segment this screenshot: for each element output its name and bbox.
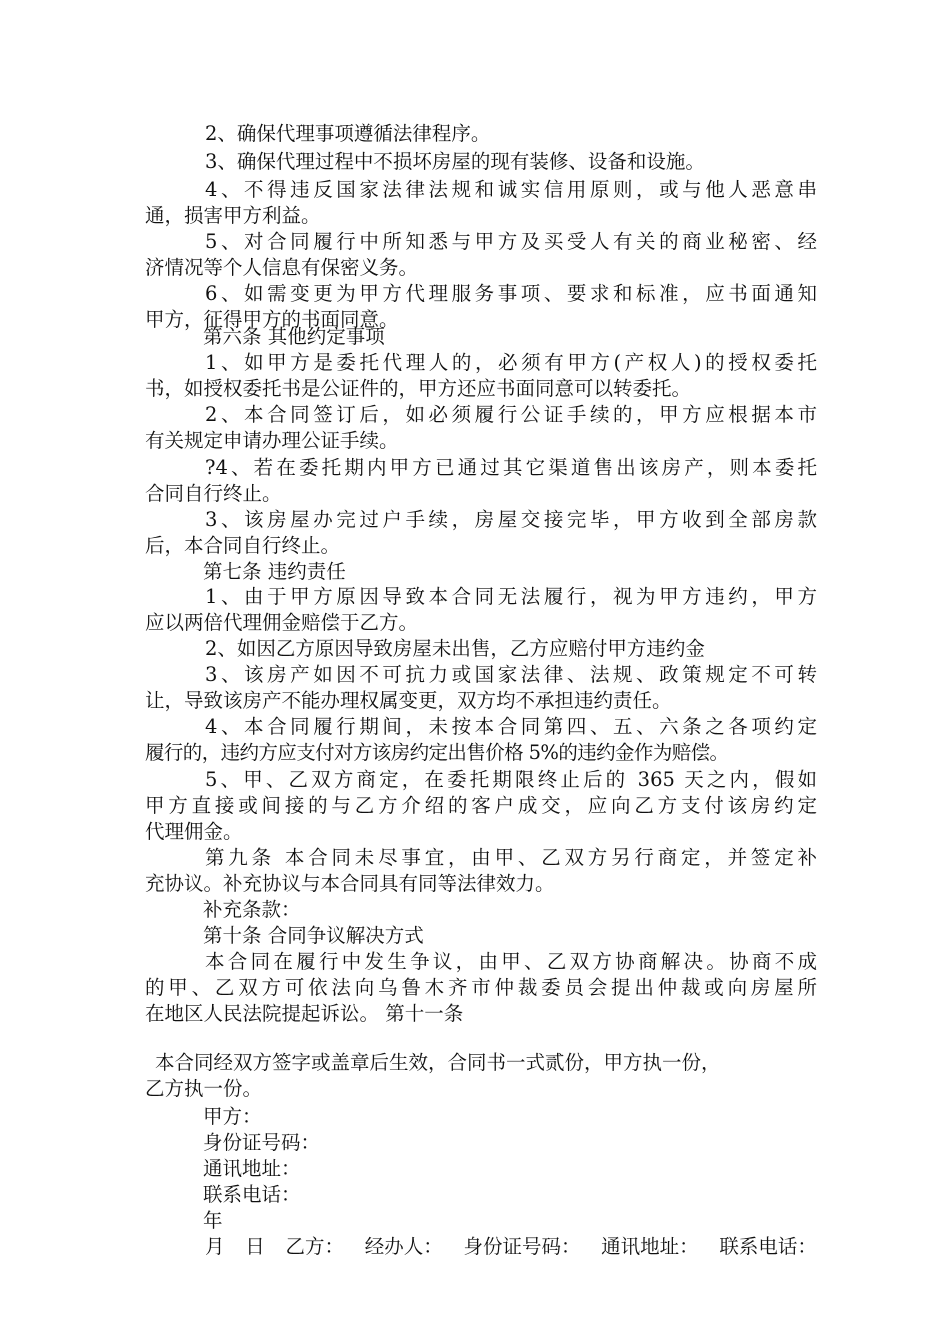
- clause-continuation: 通，损害甲方利益。: [145, 204, 321, 227]
- phone-label: 联系电话：: [203, 1183, 301, 1206]
- clause-item: 4、本合同履行期间，未按本合同第四、五、六条之各项约定: [205, 715, 817, 738]
- clause-item: 2、确保代理事项遵循法律程序。: [205, 122, 491, 145]
- signature-row: [205, 1234, 817, 1260]
- section-heading: 第六条 其他约定事项: [203, 325, 385, 348]
- clause-continuation: 充协议。补充协议与本合同具有同等法律效力。: [145, 872, 555, 895]
- clause-item: 2、如因乙方原因导致房屋未出售，乙方应赔付甲方违约金: [205, 637, 705, 660]
- clause-continuation: 甲方，征得甲方的书面同意。: [145, 308, 399, 331]
- clause-item: 3、确保代理过程中不损坏房屋的现有装修、设备和设施。: [205, 150, 705, 173]
- clause-continuation: 有关规定申请办理公证手续。: [145, 429, 399, 452]
- clause-continuation: 履行的，违约方应支付对方该房约定出售价格 5%的违约金作为赔偿。: [145, 741, 729, 764]
- clause-item: 6、如需变更为甲方代理服务事项、要求和标准，应书面通知: [205, 282, 817, 305]
- clause-item: 5、甲、乙双方商定，在委托期限终止后的 365 天之内，假如: [205, 768, 817, 791]
- clause-item: 5、对合同履行中所知悉与甲方及买受人有关的商业秘密、经: [205, 230, 817, 253]
- phone-label: 联系电话：: [719, 1235, 817, 1258]
- section-heading: 第七条 违约责任: [203, 560, 346, 583]
- month-label: 月: [205, 1235, 225, 1258]
- party-a-label: 甲方：: [203, 1105, 262, 1128]
- clause-item: 4、不得违反国家法律法规和诚实信用原则，或与他人恶意串: [205, 178, 817, 201]
- address-label: 通讯地址：: [601, 1235, 699, 1258]
- clause-continuation: 书，如授权委托书是公证件的，甲方还应书面同意可以转委托。: [145, 377, 692, 400]
- clause-continuation: 合同自行终止。: [145, 482, 282, 505]
- party-b-label: 乙方：: [285, 1235, 344, 1258]
- clause-item: 3、该房屋办完过户手续，房屋交接完毕，甲方收到全部房款: [205, 508, 817, 531]
- clause-continuation: 后，本合同自行终止。: [145, 534, 341, 557]
- supplementary-heading: 补充条款：: [203, 898, 301, 921]
- clause-continuation: 甲方直接或间接的与乙方介绍的客户成交，应向乙方支付该房约定: [145, 794, 817, 817]
- clause-item: 3、该房产如因不可抗力或国家法律、法规、政策规定不可转: [205, 663, 817, 686]
- article-nine: 第九条 本合同未尽事宜，由甲、乙双方另行商定，并签定补: [205, 846, 817, 869]
- id-number-label: 身份证号码：: [203, 1131, 321, 1154]
- clause-continuation: 应以两倍代理佣金赔偿于乙方。: [145, 611, 419, 634]
- year-label: 年: [203, 1209, 223, 1232]
- dispute-clause: 本合同在履行中发生争议，由甲、乙双方协商解决。协商不成: [205, 950, 817, 973]
- clause-continuation: 的甲、乙双方可依法向乌鲁木齐市仲裁委员会提出仲裁或向房屋所: [145, 976, 817, 999]
- clause-continuation: 济情况等个人信息有保密义务。: [145, 256, 419, 279]
- day-label: 日: [245, 1235, 265, 1258]
- section-heading: 第十条 合同争议解决方式: [203, 924, 424, 947]
- address-label: 通讯地址：: [203, 1157, 301, 1180]
- clause-item: ?4、若在委托期内甲方已通过其它渠道售出该房产，则本委托: [205, 456, 817, 479]
- clause-item: 2、本合同签订后，如必须履行公证手续的，甲方应根据本市: [205, 403, 817, 426]
- clause-item: 1、如甲方是委托代理人的，必须有甲方(产权人)的授权委托: [205, 351, 817, 374]
- clause-continuation: 乙方执一份。: [145, 1077, 263, 1100]
- id-number-label: 身份证号码：: [463, 1235, 581, 1258]
- effectivity-clause: 本合同经双方签字或盖章后生效，合同书一式贰份，甲方执一份，: [155, 1051, 721, 1074]
- clause-continuation: 让，导致该房产不能办理权属变更，双方均不承担违约责任。: [145, 689, 672, 712]
- agent-label: 经办人：: [364, 1235, 443, 1258]
- clause-continuation: 代理佣金。: [145, 820, 243, 843]
- clause-item: 1、由于甲方原因导致本合同无法履行，视为甲方违约，甲方: [205, 585, 817, 608]
- clause-continuation: 在地区人民法院提起诉讼。 第十一条: [145, 1002, 464, 1025]
